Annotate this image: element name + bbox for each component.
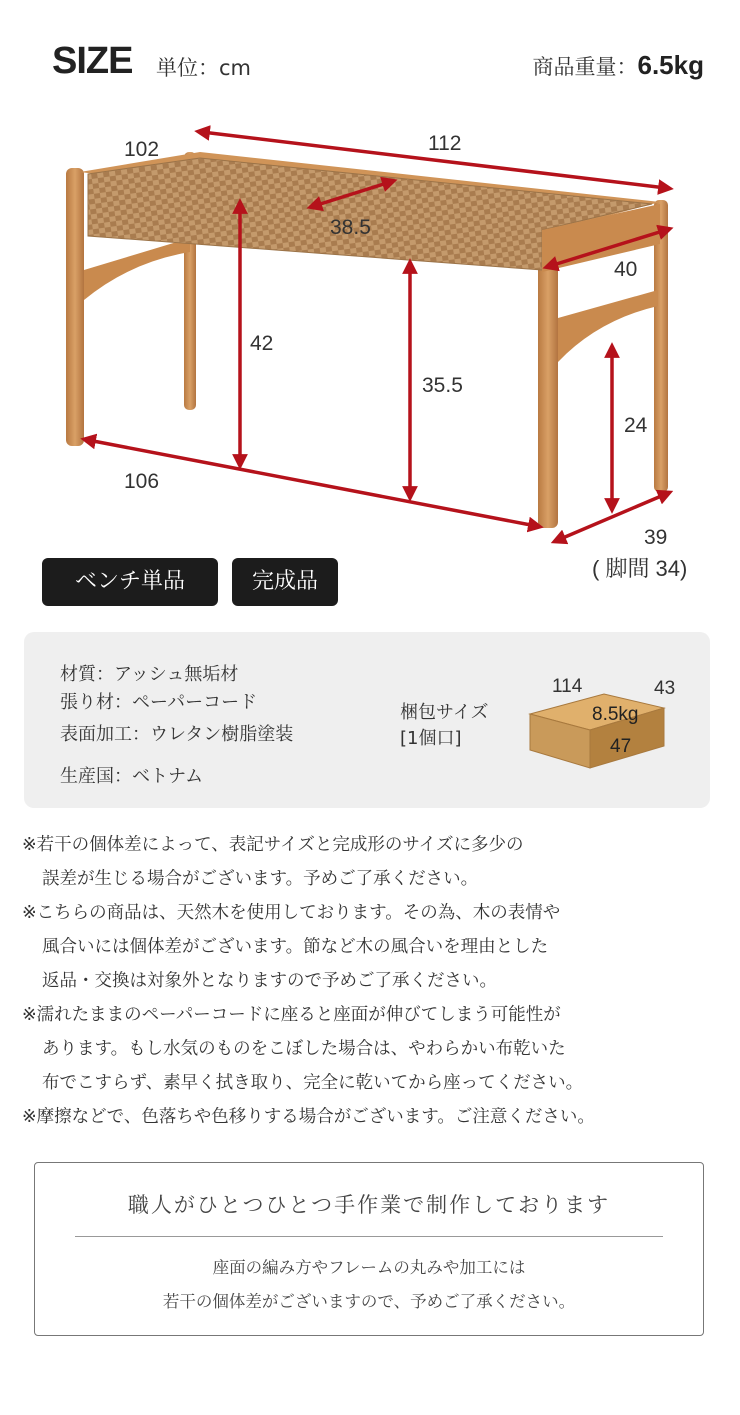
size-header [52,38,704,90]
note-line: 返品・交換は対象外となりますので予めご了承ください。 [42,971,497,991]
note-line: ※摩擦などで、色落ちや色移りする場合がございます。ご注意ください。 [22,1107,595,1127]
dim-label-42: 42 [250,332,274,355]
package-count: [1個口] [400,728,462,749]
note-line: ※若干の個体差によって、表記サイズと完成形のサイズに多少の [22,835,524,855]
package-height: 47 [610,736,632,757]
spec-finish: 表面加工：ウレタン樹脂塗装 [60,724,294,745]
package-weight: 8.5kg [592,704,639,725]
dim-label-24: 24 [624,414,648,437]
note-line: あります。もし水気のものをこぼした場合は、やわらかい布乾いた [42,1039,566,1059]
craftsmanship-line-1: 座面の編み方やフレームの丸みや加工には [212,1258,526,1277]
leg-span-label: ( 脚間 34) [592,556,688,581]
assembled-badge: 完成品 [232,558,338,606]
weight-value: 6.5kg [637,50,704,80]
dim-label-35-5: 35.5 [422,374,463,397]
unit-label: 単位：cm [156,56,252,80]
size-title: SIZE [52,40,133,82]
dim-label-40: 40 [614,258,638,281]
dim-label-38-5: 38.5 [330,216,371,239]
package-size-label [400,700,489,752]
note-line: ※こちらの商品は、天然木を使用しております。その為、木の表情や [22,903,561,923]
spec-material: 材質：アッシュ無垢材 [60,664,239,685]
package-box-icon [520,672,700,772]
note-line: 風合いには個体差がございます。節など木の風合いを理由とした [42,937,549,957]
package-depth: 43 [654,678,676,699]
note-line: ※濡れたままのペーパーコードに座ると座面が伸びてしまう可能性が [22,1005,561,1025]
craftsmanship-line-2: 若干の個体差がございますので、予めご了承ください。 [162,1292,576,1311]
dim-label-102: 102 [124,138,160,161]
caution-notes [22,828,722,1134]
weight-label: 商品重量： [532,55,638,79]
right-stretcher [558,290,658,362]
bench-only-badge: ベンチ単品 [42,558,218,606]
bench-dimension-diagram [0,100,740,600]
left-stretcher [84,238,190,300]
product-weight [533,50,705,81]
dim-label-39: 39 [644,526,668,549]
dim-label-106: 106 [124,470,160,493]
package-width: 114 [552,676,583,697]
craftsmanship-box [34,1162,704,1336]
spec-panel [24,632,710,808]
package-size-title: 梱包サイズ [400,702,489,723]
craftsmanship-text [35,1251,703,1319]
divider [75,1236,663,1237]
craftsmanship-title: 職人がひとつひとつ手作業で制作しております [127,1193,611,1217]
note-line: 誤差が生じる場合がございます。予めご了承ください。 [42,869,479,889]
front-right-leg [538,228,558,528]
spec-upholstery: 張り材：ペーパーコード [60,692,258,713]
front-left-leg [66,168,84,446]
dim-label-112: 112 [428,132,462,155]
spec-origin: 生産国：ベトナム [60,766,204,787]
note-line: 布でこすらず、素早く拭き取り、完全に乾いてから座ってください。 [42,1073,584,1093]
